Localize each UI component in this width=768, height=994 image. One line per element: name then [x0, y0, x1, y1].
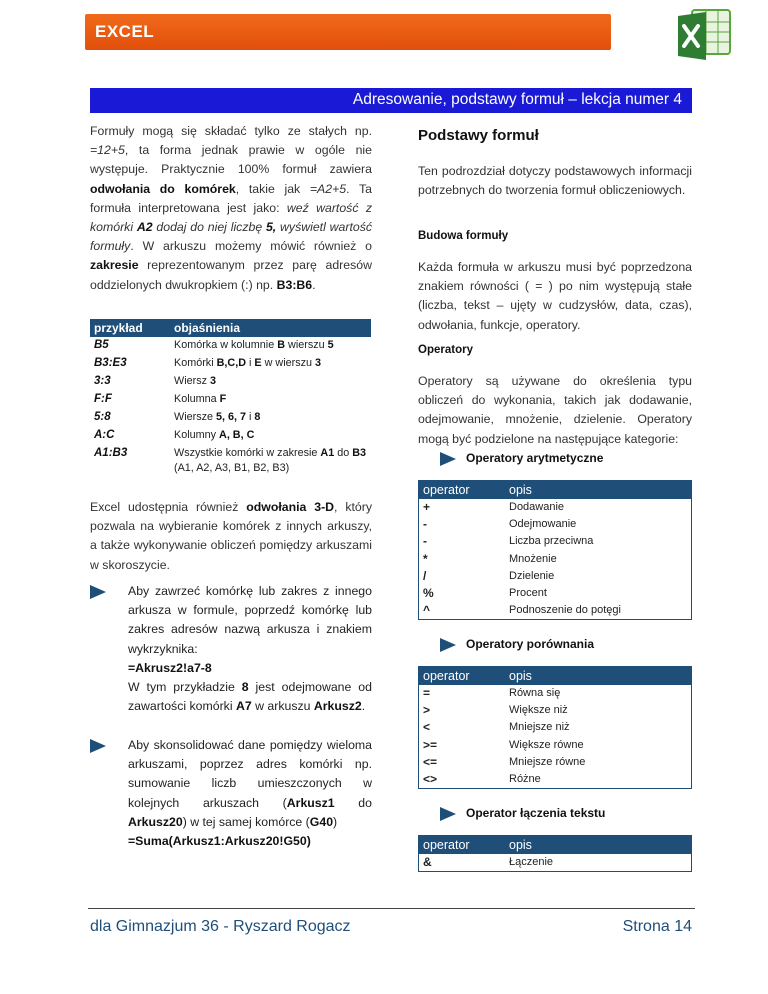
table-row: A:C Kolumny A, B, C	[90, 427, 371, 445]
intro-paragraph: Formuły mogą się składać tylko ze stałych np. =12+5, ta forma jednak prawie w ogóle nie występuje. Praktycznie 100% formuł zawiera odwołania do komórek, takie jak =A2+5. Ta formuła interpretowana jest jako: weź wartość z komórki A2 dodaj do niej liczbę 5, wyświetl wartość formuły. W arkuszu możemy mówić również o zakresie reprezentowanym przez parę adresów oddzielonych dwukropkiem (:) np. B3:B6.	[90, 124, 372, 292]
footer-divider	[88, 908, 695, 909]
table-row: B5 Komórka w kolumnie B wierszu 5	[90, 337, 371, 355]
subsection-heading: Budowa formuły	[418, 230, 509, 242]
lesson-title-bar	[90, 88, 692, 113]
lesson-title: Adresowanie, podstawy formuł – lekcja numer 4	[352, 91, 682, 108]
bullet-arrow-icon	[440, 452, 456, 466]
col-header: przykład	[90, 319, 170, 337]
table-row: <= Mniejsze równe	[423, 754, 586, 769]
bullet-arrow-icon	[440, 807, 456, 821]
table-row: < Mniejsze niż	[423, 720, 570, 735]
section-intro: Ten podrozdział dotyczy podstawowych informacji potrzebnych do tworzenia formuł obliczeniowych.	[418, 164, 692, 198]
table-row: * Mnożenie	[423, 551, 557, 566]
page-number: Strona 14	[622, 918, 692, 935]
bullet-arrow-icon	[440, 638, 456, 652]
concat-heading: Operator łączenia tekstu	[440, 806, 605, 821]
reference-3d-paragraph: Excel udostępnia również odwołania 3-D, który pozwala na wybieranie komórek z innych arkuszy, a także wykonywanie obliczeń pomiędzy arkuszami w skoroszycie.	[90, 500, 372, 572]
table-row: 3:3 Wiersz 3	[90, 373, 371, 391]
table-row: - Liczba przeciwna	[423, 534, 594, 549]
header-tab	[85, 14, 611, 50]
concat-operators-table: operator opis & Łączenie	[418, 835, 692, 872]
table-row: = Równa się	[423, 686, 561, 700]
subsection-heading: Operatory	[418, 344, 473, 356]
budowa-text: Każda formuła w arkuszu musi być poprzedzona znakiem równości ( = ) po nim występują stałe (liczba, tekst – ujęty w cudzysłów, data, czas), odwołania, funkcje, operatory.	[418, 260, 692, 332]
arith-heading: Operatory arytmetyczne	[440, 451, 603, 466]
table-row: - Odejmowanie	[423, 517, 577, 532]
table-row: <> Różne	[423, 772, 541, 787]
table-row: 5:8 Wiersze 5, 6, 7 i 8	[90, 409, 371, 427]
table-row: / Dzielenie	[423, 568, 555, 583]
footer-author: dla Gimnazjum 36 - Ryszard Rogacz	[90, 918, 351, 935]
col-header: objaśnienia	[170, 319, 371, 337]
table-row: & Łączenie	[423, 855, 554, 869]
compare-operators-table: operator opis = Równa się > Większe niż < Mniejsze niż >= Większe równe <= Mniejsze równe <> Różne	[418, 666, 692, 789]
excel-logo-icon	[672, 2, 736, 66]
table-row: >= Większe równe	[423, 737, 584, 752]
table-row: A1:B3 Wszystkie komórki w zakresie A1 do B3 (A1, A2, A3, B1, B2, B3)	[90, 445, 371, 478]
compare-heading: Operatory porównania	[440, 637, 594, 652]
table-row: + Dodawanie	[423, 500, 565, 514]
operatory-text: Operatory są używane do określenia typu obliczeń do wykonania, takich jak dodawanie, odejmowanie, mnożenie, dzielenie. Operatory mogą być podzielone na następujące kategorie:	[418, 374, 692, 446]
table-row: F:F Kolumna F	[90, 391, 371, 409]
section-heading: Podstawy formuł	[418, 127, 539, 144]
table-row: % Procent	[423, 586, 547, 601]
bullet-consolidate: Aby skonsolidować dane pomiędzy wieloma arkuszami, poprzez adres komórki np. sumowanie liczb umieszczonych w kolejnych arkuszach (Arkusz1 do Arkusz20) w tej samej komórce (G40) =Suma(Arkusz1:Arkusz20!G50)	[90, 736, 372, 876]
bullet-other-sheet: Aby zawrzeć komórkę lub zakres z innego arkusza w formule, poprzedź komórkę lub zakres adresów nazwą arkusza i znakiem wykrzyknika: =Akrusz2!a7-8 W tym przykładzie 8 jest odejmowane od zawartości komórki A7 w arkuszu Arkusz2.	[90, 582, 372, 742]
table-row: ^ Podnoszenie do potęgi	[423, 603, 621, 618]
table-row: > Większe niż	[423, 703, 568, 718]
table-row: B3:E3 Komórki B,C,D i E w wierszu 3	[90, 355, 371, 373]
bullet-arrow-icon	[90, 585, 106, 599]
bullet-arrow-icon	[90, 739, 106, 753]
address-examples-table	[90, 319, 371, 478]
app-label: EXCEL	[95, 22, 155, 41]
arith-operators-table: operator opis + Dodawanie - Odejmowanie - Liczba przeciwna * Mnożenie / Dzielenie % Procent ^ Podnoszenie do potęgi	[418, 480, 692, 620]
